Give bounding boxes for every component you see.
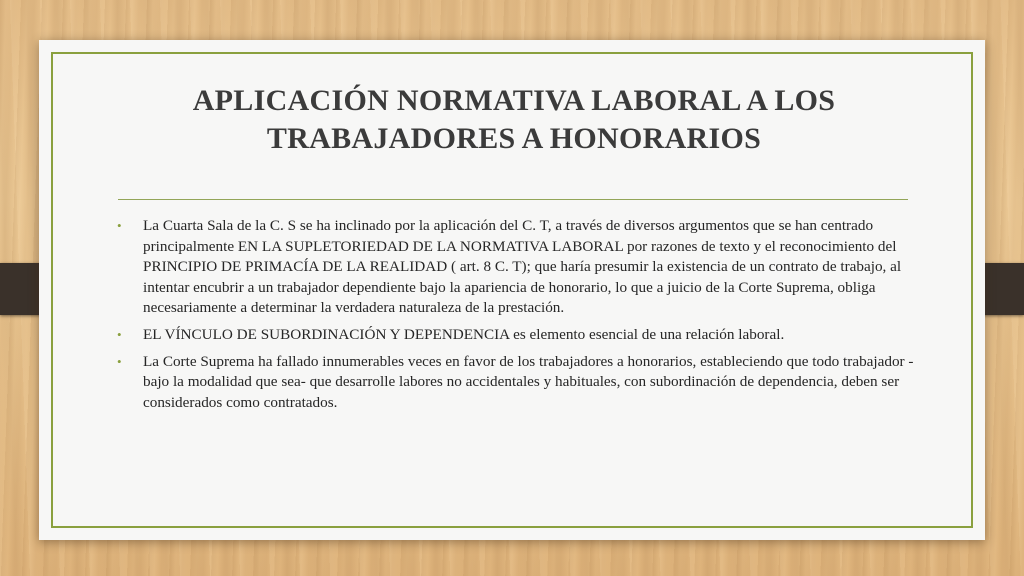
slide-title-line-2: TRABAJADORES A HONORARIOS — [266, 122, 762, 155]
bullet-item-2 — [117, 325, 917, 346]
slide-card — [39, 40, 985, 540]
bullet-dot-icon: • — [117, 218, 122, 233]
slide-title-line-1: APLICACIÓN NORMATIVA LABORAL A LOS — [192, 84, 836, 117]
bullet-dot-icon: • — [117, 326, 122, 342]
slide-title — [99, 82, 929, 158]
bullet-text-3: La Corte Suprema ha fallado innumerables veces en favor de los trabajadores a honorarios, estableciendo que todo trabajador -bajo la modalidad que sea- que desarrolle labores no accidentales y habituales, con subordinación de dependencia, deben ser considerados como contratados. — [143, 352, 914, 411]
title-divider — [118, 199, 908, 200]
bullet-text-1: La Cuarta Sala de la C. S se ha inclinado por la aplicación del C. T, a través de diversos argumentos que se han centrado principalmente EN LA SUPLETORIEDAD DE LA NORMATIVA LABORAL por razones de texto y el reconocimiento del PRINCIPIO DE PRIMACÍA DE LA REALIDAD ( art. 8 C. T); que haría presumir la existencia de un contrato de trabajo, al intentar encubrir a un trabajador dependiente bajo la apariencia de honorario, lo que a juicio de la Corte Suprema, obliga necesariamente a determinar la verdadera naturaleza de la prestación. — [143, 217, 902, 317]
bullet-list — [117, 216, 917, 419]
bullet-item-1 — [117, 216, 917, 319]
bullet-dot-icon: • — [117, 353, 122, 369]
bullet-item-3 — [117, 352, 917, 414]
bullet-text-2: EL VÍNCULO DE SUBORDINACIÓN Y DEPENDENCIA es elemento esencial de una relación laboral. — [143, 325, 785, 343]
